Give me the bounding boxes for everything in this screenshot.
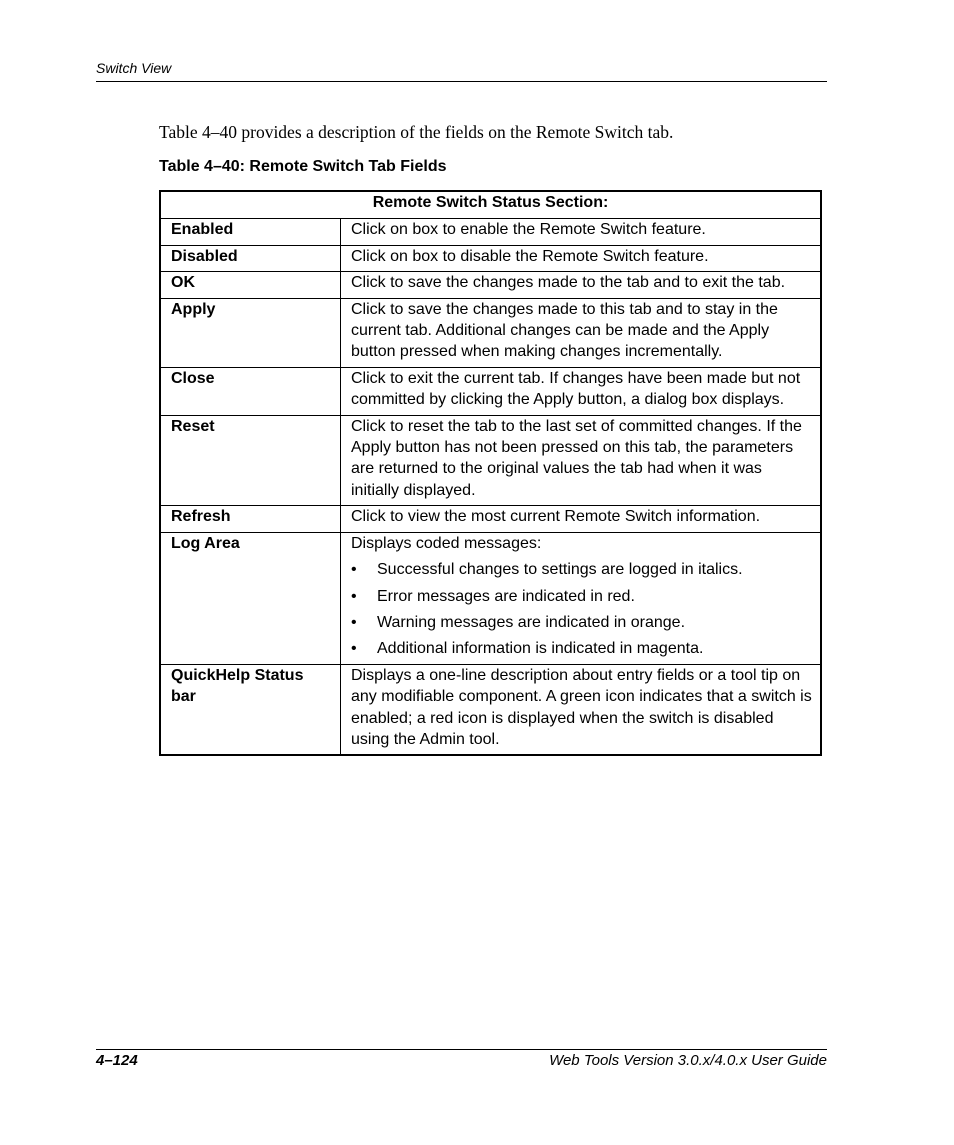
table-row [160,272,821,298]
footer-divider [96,1049,827,1050]
field-description: Click to view the most current Remote Switch information. [341,506,822,532]
field-name: Disabled [160,245,341,271]
running-header: Switch View [96,60,172,76]
table-row [160,415,821,506]
log-area-bullet-list [351,559,812,660]
table-row-log-area [160,532,821,664]
list-item [351,586,812,607]
field-description: Click to exit the current tab. If changes have been made but not committed by clicking the Apply button, a dialog box displays. [341,367,822,415]
field-name: Refresh [160,506,341,532]
bullet-icon: • [351,587,357,605]
table-row [160,219,821,245]
field-name: Reset [160,415,341,506]
remote-switch-fields-table [159,190,822,756]
list-item [351,612,812,633]
list-item-text: Error messages are indicated in red. [377,587,635,605]
table-section-row [160,191,821,219]
field-description: Click to save the changes made to this tab and to stay in the current tab. Additional changes can be made and the Apply button pressed when making changes incrementally. [341,298,822,367]
field-description: Click to save the changes made to the tab and to exit the tab. [341,272,822,298]
list-item [351,559,812,580]
list-item-text: Warning messages are indicated in orange. [377,613,686,631]
field-description: Click on box to disable the Remote Switch feature. [341,245,822,271]
list-item-text: Additional information is indicated in magenta. [377,640,704,658]
field-name: Apply [160,298,341,367]
field-description: Click on box to enable the Remote Switch feature. [341,219,822,245]
table-row [160,367,821,415]
field-description: Click to reset the tab to the last set of committed changes. If the Apply button has not been pressed on this tab, the parameters are returned to the original values the tab had when it was initially displayed. [341,415,822,506]
table-row [160,298,821,367]
field-description [341,532,822,664]
field-name: Log Area [160,532,341,664]
list-item-text: Successful changes to settings are logged in italics. [377,561,743,579]
field-name: OK [160,272,341,298]
table-caption: Table 4–40: Remote Switch Tab Fields [159,158,447,175]
field-name: QuickHelp Status bar [160,664,341,755]
table-row [160,506,821,532]
log-area-intro: Displays coded messages: [351,534,542,552]
intro-paragraph: Table 4–40 provides a description of the fields on the Remote Switch tab. [159,122,674,142]
field-name: Enabled [160,219,341,245]
table-row [160,245,821,271]
field-description: Displays a one-line description about entry fields or a tool tip on any modifiable component. A green icon indicates that a switch is enabled; a red icon is displayed when the switch is disabled using the Admin tool. [341,664,822,755]
header-divider [96,81,827,82]
list-item [351,638,812,659]
bullet-icon: • [351,561,357,579]
table-row-quickhelp [160,664,821,755]
bullet-icon: • [351,640,357,658]
book-title: Web Tools Version 3.0.x/4.0.x User Guide [549,1052,827,1069]
page-number: 4–124 [96,1052,138,1069]
section-heading: Remote Switch Status Section: [160,191,821,219]
bullet-icon: • [351,613,357,631]
field-name: Close [160,367,341,415]
